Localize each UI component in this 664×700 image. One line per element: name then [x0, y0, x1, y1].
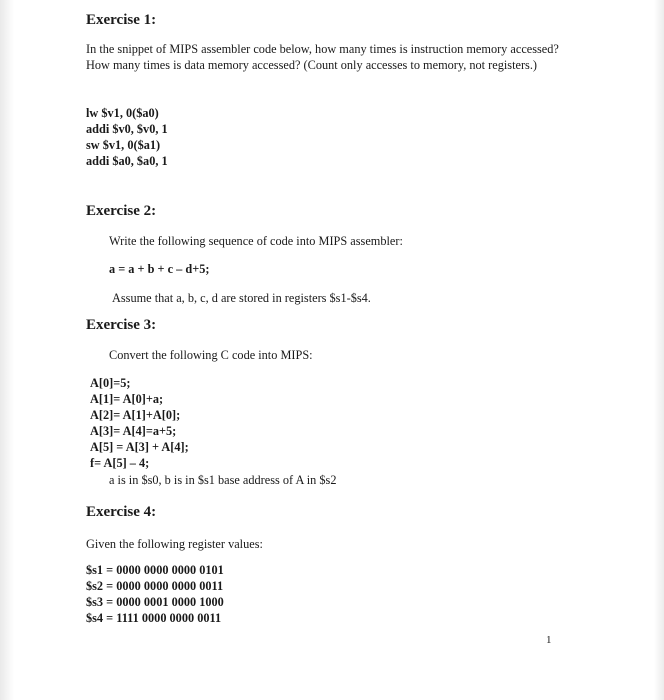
exercise-1-code-line: addi $v0, $v0, 1 — [86, 122, 168, 136]
exercise-4-register-line: $s3 = 0000 0001 0000 1000 — [86, 595, 224, 609]
exercise-1-heading: Exercise 1: — [86, 12, 157, 28]
exercise-3-heading: Exercise 3: — [86, 317, 157, 333]
exercise-3-code-line: f= A[5] – 4; — [90, 456, 150, 470]
exercise-4-register-line: $s1 = 0000 0000 0000 0101 — [86, 563, 224, 577]
exercise-1-code-line: lw $v1, 0($a0) — [86, 106, 159, 120]
exercise-4-instruction: Given the following register values: — [86, 537, 263, 551]
exercise-4-heading: Exercise 4: — [86, 504, 157, 520]
exercise-2-heading: Exercise 2: — [86, 203, 157, 219]
page-edge — [0, 0, 14, 700]
exercise-3-instruction: Convert the following C code into MIPS: — [109, 348, 313, 362]
exercise-1-code-line: addi $a0, $a0, 1 — [86, 154, 168, 168]
exercise-2-instruction: Write the following sequence of code into MIPS assembler: — [109, 234, 403, 248]
exercise-3-code-line: A[3]= A[4]=a+5; — [90, 424, 177, 438]
exercise-2-expression: a = a + b + c – d+5; — [109, 262, 210, 276]
exercise-2-assumption: Assume that a, b, c, d are stored in registers $s1-$s4. — [112, 291, 371, 305]
exercise-4-register-line: $s2 = 0000 0000 0000 0011 — [86, 579, 224, 593]
exercise-1-paragraph: In the snippet of MIPS assembler code below, how many times is instruction memory accessed? How many times is data memory accessed? (Count only accesses to memory, not registers.) — [86, 42, 559, 72]
exercise-3-code-line: A[5] = A[3] + A[4]; — [90, 440, 189, 454]
exercise-1-code-line: sw $v1, 0($a1) — [86, 138, 161, 152]
exercise-3-code-line: A[1]= A[0]+a; — [90, 392, 164, 406]
exercise-3-note: a is in $s0, b is in $s1 base address of A in $s2 — [109, 473, 337, 487]
exercise-3-code-line: A[2]= A[1]+A[0]; — [90, 408, 181, 422]
exercise-3-code-line: A[0]=5; — [90, 376, 131, 390]
page-number: 1 — [546, 634, 552, 646]
exercise-4-register-line: $s4 = 1111 0000 0000 0011 — [86, 611, 222, 625]
page-edge — [654, 0, 664, 700]
